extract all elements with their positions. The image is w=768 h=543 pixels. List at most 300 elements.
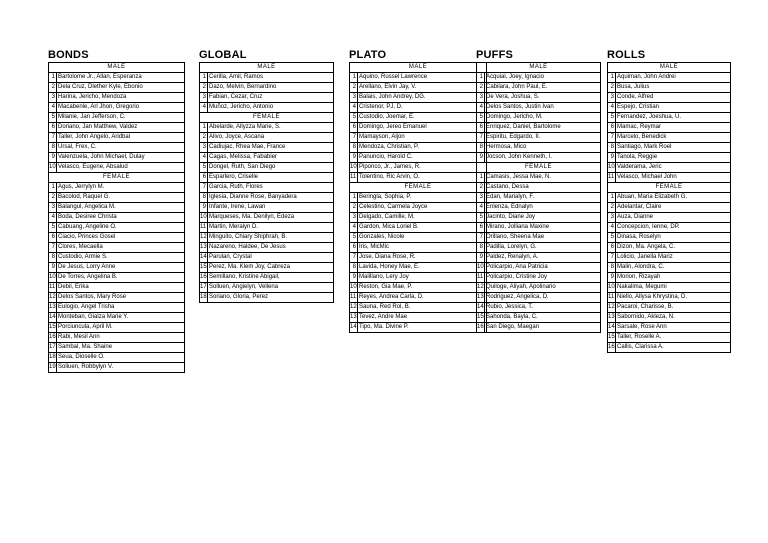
row-number: 9 xyxy=(608,153,616,163)
row-number: 1 xyxy=(350,193,358,203)
row-number: 6 xyxy=(350,243,358,253)
table-row xyxy=(608,303,731,313)
section-title: GLOBAL xyxy=(199,49,247,61)
row-number: 3 xyxy=(200,143,208,153)
student-name: Nazareno, Haldee, De Jesus xyxy=(208,243,334,253)
student-name: Monteban, Gialza Marie Y. xyxy=(57,313,185,323)
table-row xyxy=(49,333,185,343)
student-name: Tolentino, Ric Arvin, O. xyxy=(358,173,487,183)
row-number: 9 xyxy=(200,203,208,213)
table-row xyxy=(200,93,334,103)
student-name: Muñoz, Jericho, Antonio xyxy=(208,103,334,113)
row-number: 10 xyxy=(477,263,485,273)
row-number: 14 xyxy=(49,313,57,323)
table-row xyxy=(200,203,334,213)
row-number: 12 xyxy=(200,233,208,243)
group-header: MALE xyxy=(200,63,334,73)
student-name: Doriano, Jan Matthew, Valdez xyxy=(57,123,185,133)
table-row xyxy=(477,113,601,123)
row-number: 11 xyxy=(608,293,616,303)
table-row xyxy=(49,193,185,203)
row-number: 4 xyxy=(350,223,358,233)
row-number: 7 xyxy=(477,233,485,243)
row-number: 16 xyxy=(200,273,208,283)
table-row xyxy=(49,103,185,113)
row-number: 18 xyxy=(200,293,208,303)
student-name: Abuan, Maria Elizabeth G. xyxy=(616,193,731,203)
student-name: Arellano, Elvin Jay, V. xyxy=(358,83,487,93)
student-name: Dazo, Melvin, Bernardino xyxy=(208,83,334,93)
row-number: 8 xyxy=(49,143,57,153)
student-name: Garcia, Ruth, Flores xyxy=(208,183,334,193)
row-number: 6 xyxy=(49,233,57,243)
row-number: 10 xyxy=(608,163,616,173)
table-row xyxy=(350,163,487,173)
table-row xyxy=(49,293,185,303)
student-name: Mamayson, Aljon xyxy=(358,133,487,143)
student-name: Solluen, Robbylyn V. xyxy=(57,363,185,373)
student-name: Tevez, Andre Mae xyxy=(358,313,487,323)
row-number: 9 xyxy=(350,273,358,283)
student-name: Bacolod, Raquel G. xyxy=(57,193,185,203)
row-number: 12 xyxy=(49,293,57,303)
row-number: 16 xyxy=(49,333,57,343)
row-number: 7 xyxy=(608,253,616,263)
student-name: Taller, John Angelo, Aridbal xyxy=(57,133,185,143)
row-number: 2 xyxy=(49,193,57,203)
row-number: 8 xyxy=(49,253,57,263)
row-number: 1 xyxy=(477,173,485,183)
table-row xyxy=(608,163,731,173)
student-name: Sahonda, Bayla, C. xyxy=(485,313,601,323)
row-number: 4 xyxy=(49,103,57,113)
row-number: 19 xyxy=(49,363,57,373)
table-row xyxy=(350,83,487,93)
row-number: 5 xyxy=(200,163,208,173)
row-number: 16 xyxy=(477,323,485,333)
student-name: Debil, Erika xyxy=(57,283,185,293)
table-row xyxy=(608,123,731,133)
section-title: ROLLS xyxy=(607,49,646,61)
row-number: 7 xyxy=(350,253,358,263)
student-name: Marqueses, Ma. Denilyn, Edeza xyxy=(208,213,334,223)
row-number: 14 xyxy=(608,323,616,333)
student-name: Mamac, Reymar xyxy=(616,123,731,133)
row-number: 9 xyxy=(49,263,57,273)
table-row xyxy=(350,293,487,303)
table-row xyxy=(49,283,185,293)
row-number: 3 xyxy=(477,193,485,203)
row-number: 4 xyxy=(608,223,616,233)
row-number: 3 xyxy=(608,93,616,103)
row-number: 5 xyxy=(477,113,485,123)
row-number: 8 xyxy=(477,143,485,153)
student-name: Pacaroi, Charisse, B. xyxy=(616,303,731,313)
row-number: 11 xyxy=(477,273,485,283)
row-number: 1 xyxy=(49,73,57,83)
table-row xyxy=(477,293,601,303)
student-name: Celestino, Carmela Joyce xyxy=(358,203,487,213)
group-header-row xyxy=(477,63,601,73)
student-name: Seua, Dioselle O. xyxy=(57,353,185,363)
table-row xyxy=(477,243,601,253)
student-name: Mirano, Jolliana Maxine xyxy=(485,223,601,233)
student-name: Edan, Marialyn, F. xyxy=(485,193,601,203)
student-name: Soriano, Gloria, Perez xyxy=(208,293,334,303)
row-number: 9 xyxy=(49,153,57,163)
student-name: Boda, Desiree Christa xyxy=(57,213,185,223)
roster-table xyxy=(349,62,487,333)
student-name: Eulogio, Angel Trisha xyxy=(57,303,185,313)
table-row xyxy=(608,103,731,113)
row-number: 17 xyxy=(200,283,208,293)
row-number: 10 xyxy=(49,273,57,283)
table-row xyxy=(350,253,487,263)
table-row xyxy=(200,163,334,173)
student-name: Sarsale, Rose Ann xyxy=(616,323,731,333)
row-number: 7 xyxy=(49,243,57,253)
student-name: Delgado, Camille, M. xyxy=(358,213,487,223)
student-name: Malin, Alondra, C. xyxy=(616,263,731,273)
section-title: PUFFS xyxy=(476,49,514,61)
table-row xyxy=(350,273,487,283)
student-name: Piponco, Jr., James, R. xyxy=(358,163,487,173)
roster-table xyxy=(607,62,731,353)
row-number: 5 xyxy=(350,233,358,243)
student-name: Lolicio, Janella Mariz xyxy=(616,253,731,263)
table-row xyxy=(477,153,601,163)
table-row xyxy=(200,133,334,143)
student-name: Domingo, Jereo Emanuel xyxy=(358,123,487,133)
row-number: 2 xyxy=(200,133,208,143)
student-name: Rabi, Mesil Ann xyxy=(57,333,185,343)
table-row xyxy=(49,153,185,163)
row-number: 9 xyxy=(477,153,485,163)
student-name: Abelarde, Allyzza Marie, S. xyxy=(208,123,334,133)
student-name: Domingo, Jericho, M. xyxy=(485,113,601,123)
row-number: 17 xyxy=(49,343,57,353)
student-name: Cabuang, Angeline O. xyxy=(57,223,185,233)
table-row xyxy=(350,263,487,273)
row-number: 8 xyxy=(608,143,616,153)
table-row xyxy=(350,213,487,223)
row-number: 7 xyxy=(477,133,485,143)
table-row xyxy=(477,283,601,293)
student-name: Cadiujac, Rhea Mae, France xyxy=(208,143,334,153)
row-number: 4 xyxy=(477,103,485,113)
group-header-row xyxy=(49,63,185,73)
row-number: 1 xyxy=(350,73,358,83)
student-name: De Torres, Angelina B. xyxy=(57,273,185,283)
student-name: Sauna, Red Rol, B. xyxy=(358,303,487,313)
table-row xyxy=(608,243,731,253)
table-row xyxy=(350,93,487,103)
table-row xyxy=(350,303,487,313)
row-number: 9 xyxy=(477,253,485,263)
student-name: Jocson, John Kenneth, I. xyxy=(485,153,601,163)
student-name: Mendoza, Christian, P. xyxy=(358,143,487,153)
student-name: Rodriguez, Angelica, D. xyxy=(485,293,601,303)
row-number: 3 xyxy=(350,93,358,103)
student-name: San Diego, Maegan xyxy=(485,323,601,333)
row-number: 10 xyxy=(350,283,358,293)
table-row xyxy=(200,123,334,133)
row-number: 11 xyxy=(350,173,358,183)
row-number: 14 xyxy=(350,323,358,333)
row-number: 1 xyxy=(200,73,208,83)
student-name: Bartolome Jr., Allan, Esperanza xyxy=(57,73,185,83)
row-number: 5 xyxy=(49,113,57,123)
section-global xyxy=(199,49,334,303)
student-name: Adelantar, Claire xyxy=(616,203,731,213)
row-number: 4 xyxy=(200,103,208,113)
table-row xyxy=(200,233,334,243)
student-name: Concepcion, Ienne, DP. xyxy=(616,223,731,233)
student-name: Clores, Mecaella xyxy=(57,243,185,253)
student-name: Ursal, Frex, C. xyxy=(57,143,185,153)
student-name: Macabenle, Arl Jhon, Gregorio xyxy=(57,103,185,113)
student-name: Gardon, Mica Loriel B. xyxy=(358,223,487,233)
student-name: Harina, Jericho, Mendoza xyxy=(57,93,185,103)
student-name: Callis, Clarissa A. xyxy=(616,343,731,353)
table-row xyxy=(477,223,601,233)
student-name: Martin, Meralyn D. xyxy=(208,223,334,233)
table-row xyxy=(200,293,334,303)
table-row xyxy=(477,203,601,213)
student-name: Auza, Dianne xyxy=(616,213,731,223)
table-row xyxy=(477,303,601,313)
table-row xyxy=(49,163,185,173)
row-number: 2 xyxy=(49,83,57,93)
row-number: 1 xyxy=(477,73,485,83)
group-header: FEMALE xyxy=(49,173,185,183)
student-name: Custodio, Armie S. xyxy=(57,253,185,263)
table-row xyxy=(49,93,185,103)
group-header-row xyxy=(608,63,731,73)
table-row xyxy=(608,253,731,263)
row-number: 5 xyxy=(49,223,57,233)
table-row xyxy=(350,313,487,323)
table-row xyxy=(608,273,731,283)
table-row xyxy=(49,133,185,143)
table-row xyxy=(49,213,185,223)
row-number: 15 xyxy=(608,333,616,343)
table-row xyxy=(49,223,185,233)
student-name: Policarpio, Ana Patricia xyxy=(485,263,601,273)
table-row xyxy=(49,363,185,373)
table-row xyxy=(49,183,185,193)
row-number: 2 xyxy=(608,83,616,93)
row-number: 11 xyxy=(200,223,208,233)
student-name: Enriquez, Daniel, Bartolome xyxy=(485,123,601,133)
row-number: 8 xyxy=(608,263,616,273)
student-name: Acquial, Joey, Ignacio xyxy=(485,73,601,83)
student-name: Esparlero, Criselle xyxy=(208,173,334,183)
row-number: 2 xyxy=(477,183,485,193)
roster-table xyxy=(199,62,334,303)
group-header: MALE xyxy=(49,63,185,73)
student-name: Morion, Rizayah xyxy=(616,273,731,283)
table-row xyxy=(200,103,334,113)
student-name: Sabornido, Akleza, N. xyxy=(616,313,731,323)
table-row xyxy=(350,223,487,233)
group-header-row xyxy=(49,173,185,183)
row-number: 3 xyxy=(350,213,358,223)
group-header-row xyxy=(350,183,487,193)
student-name: Jacinto, Diane Joy xyxy=(485,213,601,223)
student-name: Tanola, Reggie xyxy=(616,153,731,163)
student-name: Dizon, Ma. Angela, C. xyxy=(616,243,731,253)
table-row xyxy=(350,173,487,183)
row-number: 9 xyxy=(350,153,358,163)
student-name: Valderama, Jeric xyxy=(616,163,731,173)
student-name: Perez, Ma. Klem Joy, Cabreza xyxy=(208,263,334,273)
row-number: 6 xyxy=(608,123,616,133)
table-row xyxy=(200,253,334,263)
table-row xyxy=(49,233,185,243)
student-name: Gonzales, Nicole xyxy=(358,233,487,243)
table-row xyxy=(350,323,487,333)
row-number: 15 xyxy=(200,263,208,273)
row-number: 13 xyxy=(49,303,57,313)
student-name: Delos Santos, Justin Ivan xyxy=(485,103,601,113)
row-number: 6 xyxy=(49,123,57,133)
table-row xyxy=(350,243,487,253)
table-row xyxy=(608,153,731,163)
table-row xyxy=(608,133,731,143)
group-header-row xyxy=(200,113,334,123)
student-name: Malillano, Lery Joy xyxy=(358,273,487,283)
row-number: 14 xyxy=(200,253,208,263)
student-name: Panuncio, Harold C. xyxy=(358,153,487,163)
table-row xyxy=(49,123,185,133)
student-name: Aquiman, John Andrei xyxy=(616,73,731,83)
row-number: 8 xyxy=(200,193,208,203)
row-number: 8 xyxy=(350,263,358,273)
section-plato xyxy=(349,49,487,333)
row-number: 6 xyxy=(350,123,358,133)
row-number: 13 xyxy=(200,243,208,253)
table-row xyxy=(200,243,334,253)
row-number: 11 xyxy=(608,173,616,183)
table-row xyxy=(200,143,334,153)
table-row xyxy=(200,83,334,93)
table-row xyxy=(608,283,731,293)
table-row xyxy=(200,153,334,163)
table-row xyxy=(477,133,601,143)
table-row xyxy=(608,223,731,233)
student-name: Ciacio, Princes Gosel xyxy=(57,233,185,243)
row-number: 7 xyxy=(200,183,208,193)
student-name: Aquino, Russel Lawrence xyxy=(358,73,487,83)
student-name: Velasco, Michael John xyxy=(616,173,731,183)
row-number: 13 xyxy=(350,313,358,323)
table-row xyxy=(608,203,731,213)
table-row xyxy=(350,103,487,113)
row-number: 1 xyxy=(49,183,57,193)
student-name: Tipo, Ma. Divine P. xyxy=(358,323,487,333)
table-row xyxy=(350,283,487,293)
table-row xyxy=(200,73,334,83)
row-number: 3 xyxy=(49,203,57,213)
row-number: 10 xyxy=(350,163,358,173)
row-number: 11 xyxy=(350,293,358,303)
student-name: Beringla, Sophia, P. xyxy=(358,193,487,203)
table-row xyxy=(477,253,601,263)
table-row xyxy=(49,143,185,153)
student-name: Busa, Julius xyxy=(616,83,731,93)
row-number: 3 xyxy=(200,93,208,103)
row-number: 16 xyxy=(608,343,616,353)
table-row xyxy=(200,213,334,223)
group-header: FEMALE xyxy=(477,163,601,173)
group-header: MALE xyxy=(477,63,601,73)
table-row xyxy=(200,223,334,233)
table-row xyxy=(477,93,601,103)
row-number: 6 xyxy=(477,123,485,133)
row-number: 4 xyxy=(200,153,208,163)
group-header-row xyxy=(350,63,487,73)
table-row xyxy=(49,313,185,323)
student-name: Castano, Dessa xyxy=(485,183,601,193)
row-number: 2 xyxy=(608,203,616,213)
row-number: 5 xyxy=(608,113,616,123)
table-row xyxy=(477,233,601,243)
section-puffs xyxy=(476,49,601,333)
table-row xyxy=(49,263,185,273)
group-header-row xyxy=(200,63,334,73)
student-name: Cristenor, PJ, D. xyxy=(358,103,487,113)
table-row xyxy=(608,263,731,273)
table-row xyxy=(350,203,487,213)
table-row xyxy=(49,253,185,263)
section-rolls xyxy=(607,49,731,353)
row-number: 10 xyxy=(49,163,57,173)
student-name: Niello, Allysa Khrystina, D. xyxy=(616,293,731,303)
table-row xyxy=(477,183,601,193)
student-name: Quiloge, Aliyah, Apolinario xyxy=(485,283,601,293)
section-title: BONDS xyxy=(48,49,89,61)
table-row xyxy=(608,333,731,343)
table-row xyxy=(608,323,731,333)
table-row xyxy=(608,93,731,103)
student-name: Sambal, Ma. Shaine xyxy=(57,343,185,353)
table-row xyxy=(608,73,731,83)
group-header: FEMALE xyxy=(350,183,487,193)
row-number: 5 xyxy=(477,213,485,223)
student-name: Camasis, Jessa Mae, N. xyxy=(485,173,601,183)
table-row xyxy=(477,173,601,183)
table-row xyxy=(608,113,731,123)
table-row xyxy=(200,273,334,283)
row-number: 14 xyxy=(477,303,485,313)
student-name: Custodio, Joemar, E. xyxy=(358,113,487,123)
row-number: 12 xyxy=(608,303,616,313)
row-number: 4 xyxy=(49,213,57,223)
table-row xyxy=(49,203,185,213)
student-name: Orillano, Sheena Mae xyxy=(485,233,601,243)
row-number: 15 xyxy=(477,313,485,323)
row-number: 2 xyxy=(350,203,358,213)
table-row xyxy=(49,113,185,123)
table-row xyxy=(608,343,731,353)
student-name: Balais, John Andrey, DG. xyxy=(358,93,487,103)
row-number: 7 xyxy=(608,133,616,143)
row-number: 12 xyxy=(477,283,485,293)
student-name: Velasco, Eugene, Absalud xyxy=(57,163,185,173)
row-number: 1 xyxy=(608,193,616,203)
student-name: Dela Cruz, Dlether Kyle, Ebonio xyxy=(57,83,185,93)
